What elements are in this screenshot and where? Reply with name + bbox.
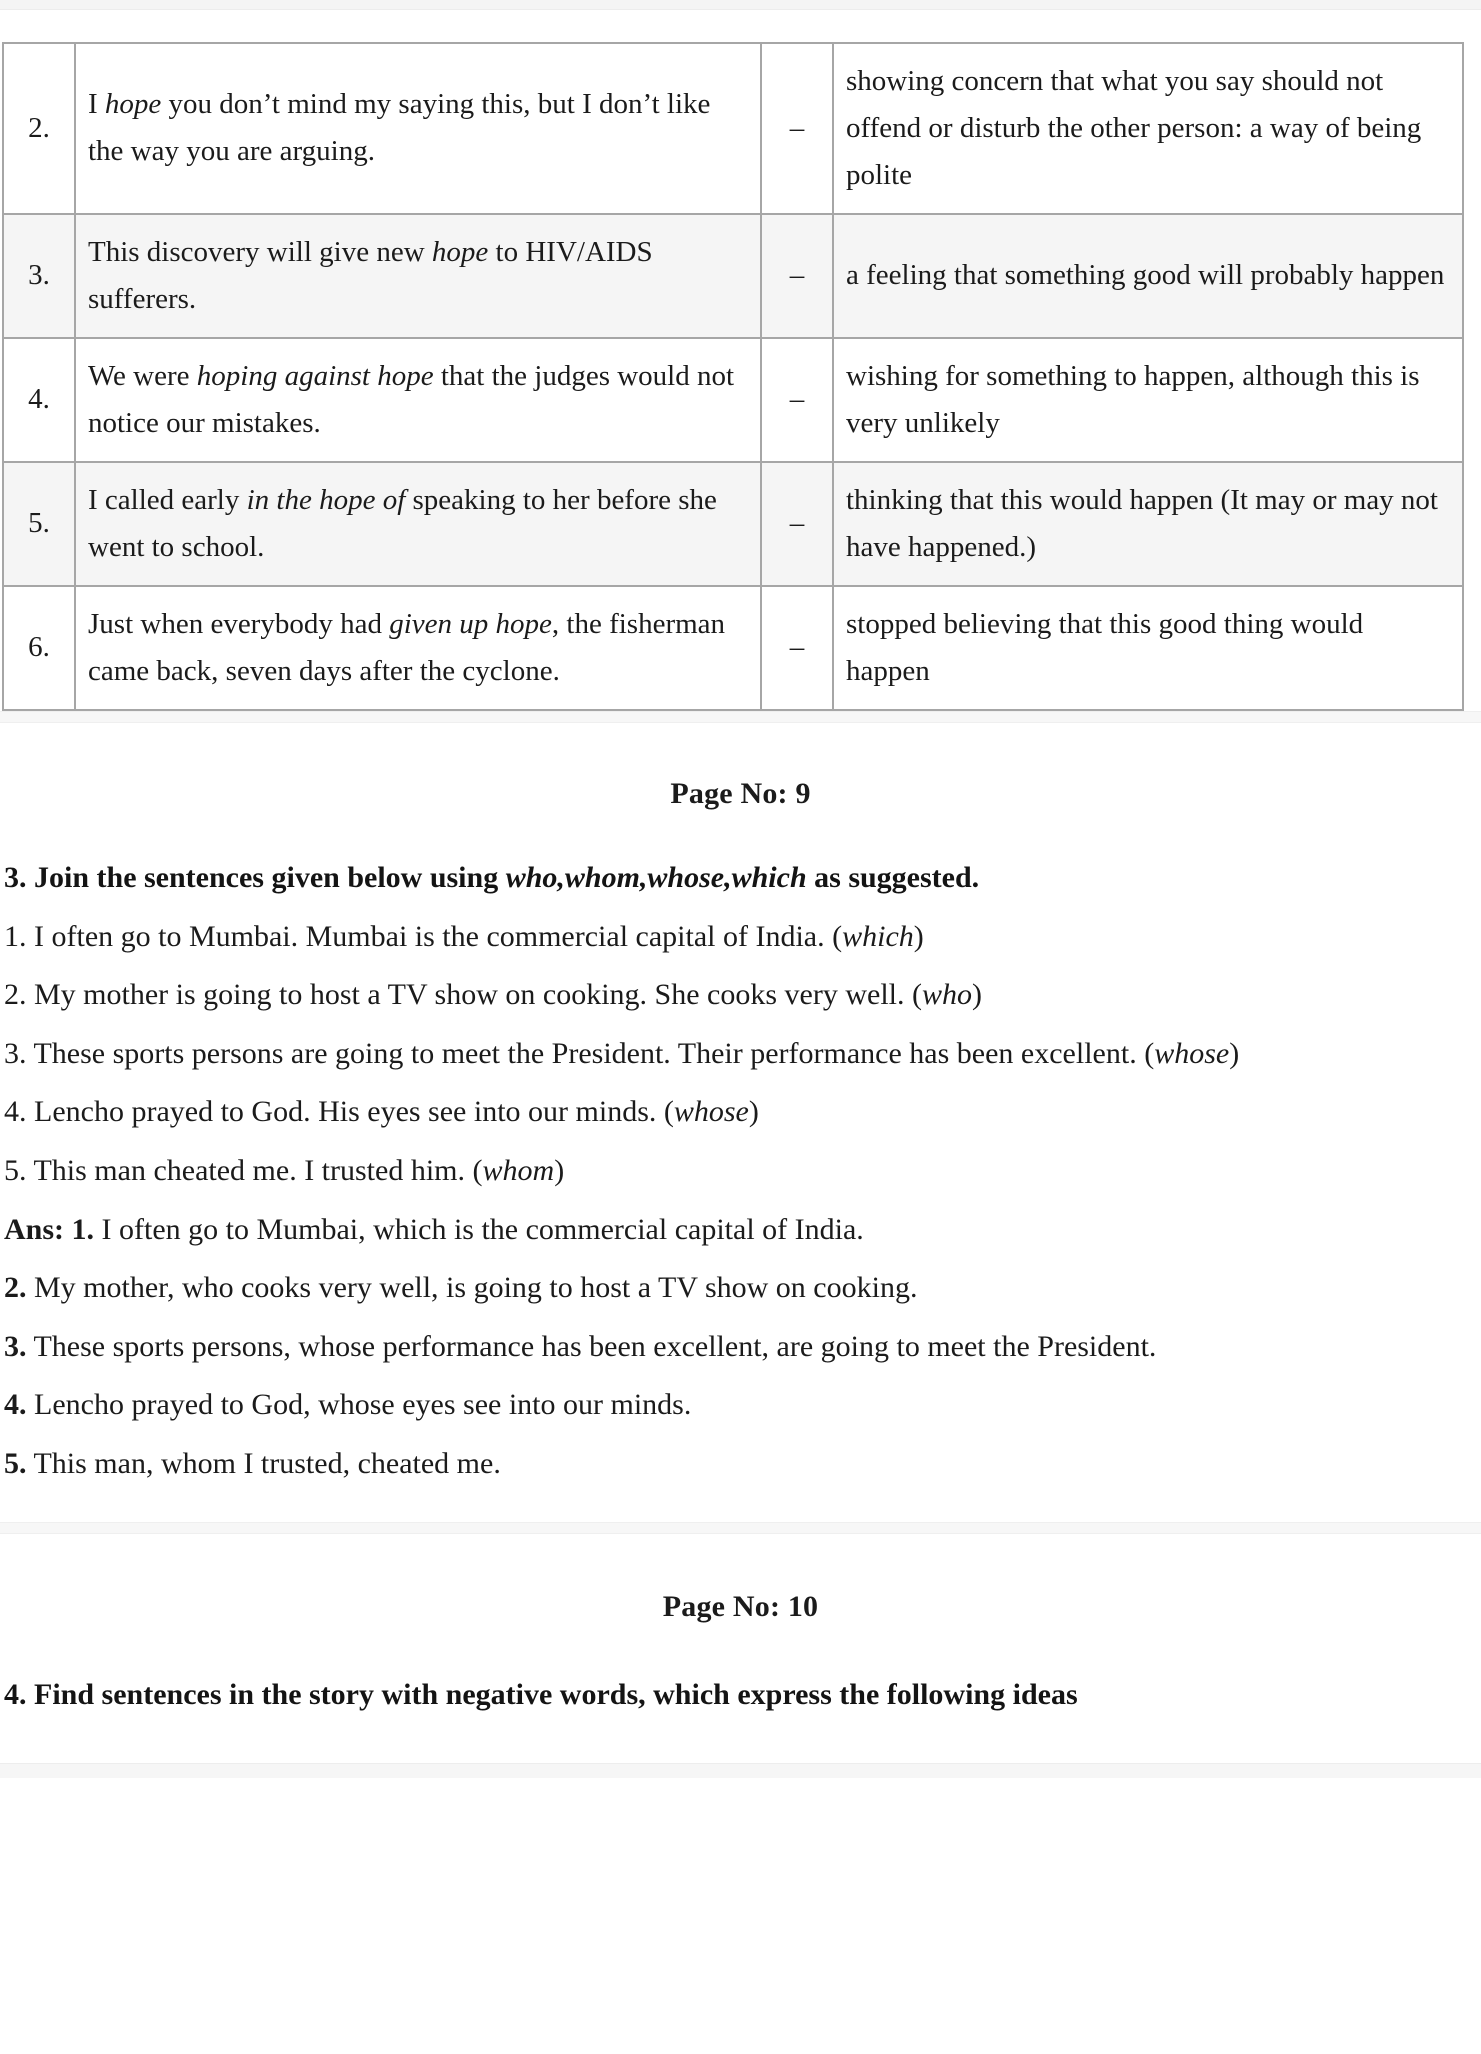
question-item-number: 4. — [4, 1095, 27, 1129]
row-sentence — [75, 462, 761, 586]
italic-phrase: hope — [104, 88, 162, 121]
bold-text: 4. Find sentences in the story with negative words, which express the following ideas — [4, 1677, 1078, 1711]
italic-phrase: whose — [1154, 1036, 1230, 1070]
question-item — [4, 1148, 1465, 1194]
row-meaning: stopped believing that this good thing would happen — [833, 586, 1463, 710]
question-item-number: 5. — [4, 1154, 27, 1188]
plain-text: These sports persons are going to meet the President. Their performance has been excellent. ( — [26, 1036, 1155, 1070]
bold-italic-text: who,whom,whose,which — [505, 860, 807, 894]
bold-text: as suggested. — [806, 860, 980, 894]
question-item-number: 3. — [4, 1036, 27, 1070]
question-3-heading — [4, 855, 1465, 900]
question-item — [4, 1089, 1465, 1135]
spacer — [0, 1500, 1481, 1522]
plain-text: ) — [554, 1154, 565, 1188]
row-dash-separator: – — [761, 586, 833, 710]
meanings-table — [2, 42, 1464, 711]
question-item-number: 1. — [4, 919, 27, 953]
bold-text: 3. Join the sentences given below using — [4, 860, 506, 894]
row-meaning: wishing for something to happen, although this is very unlikely — [833, 338, 1463, 462]
row-dash-separator: – — [761, 338, 833, 462]
plain-text: We were — [88, 359, 197, 392]
italic-phrase: who — [922, 978, 973, 1012]
table-row — [3, 462, 1463, 586]
page-no-9-block — [0, 723, 1481, 855]
row-sentence — [75, 43, 761, 214]
answer-item-number: 3. — [4, 1329, 27, 1363]
plain-text: I often go to Mumbai. Mumbai is the commercial capital of India. ( — [26, 919, 843, 953]
table-row — [3, 338, 1463, 462]
answer-item — [4, 1324, 1465, 1370]
plain-text: I — [88, 88, 105, 121]
plain-text: to HIV/AIDS sufferers. — [88, 235, 653, 315]
row-dash-separator: – — [761, 214, 833, 338]
row-number: 3. — [3, 214, 75, 338]
section-divider-page9 — [0, 711, 1481, 723]
row-meaning: thinking that this would happen (It may or may not have happened.) — [833, 462, 1463, 586]
row-sentence — [75, 214, 761, 338]
plain-text: ) — [1229, 1036, 1240, 1070]
row-dash-separator: – — [761, 43, 833, 214]
row-number: 2. — [3, 43, 75, 214]
question-4-heading — [4, 1672, 1465, 1717]
plain-text: I often go to Mumbai, which is the commercial capital of India. — [94, 1212, 864, 1246]
italic-phrase: hoping against hope — [196, 359, 434, 392]
plain-text: , the fisherman came back, seven days after the cyclone. — [88, 607, 726, 687]
question-item — [4, 1031, 1465, 1077]
table-row — [3, 214, 1463, 338]
question-item-number: 2. — [4, 978, 27, 1012]
page-number-heading-10: Page No: 10 — [662, 1589, 819, 1623]
row-sentence — [75, 338, 761, 462]
question-item — [4, 914, 1465, 960]
plain-text: Lencho prayed to God, whose eyes see into our minds. — [26, 1388, 692, 1422]
plain-text: Just when everybody had — [88, 607, 390, 640]
section-divider-page10 — [0, 1522, 1481, 1534]
answer-item — [4, 1265, 1465, 1311]
answers-label: Ans: — [4, 1212, 72, 1246]
table-row — [3, 586, 1463, 710]
plain-text: I called early — [88, 483, 247, 516]
plain-text: My mother, who cooks very well, is going to host a TV show on cooking. — [26, 1271, 918, 1305]
row-number: 6. — [3, 586, 75, 710]
plain-text: My mother is going to host a TV show on cooking. She cooks very well. ( — [26, 978, 922, 1012]
answer-item — [4, 1207, 1465, 1253]
question-3-answer-list — [4, 1207, 1465, 1487]
plain-text: ) — [913, 919, 924, 953]
plain-text: This man cheated me. I trusted him. ( — [26, 1154, 483, 1188]
question-item — [4, 972, 1465, 1018]
row-number: 5. — [3, 462, 75, 586]
plain-text: This discovery will give new — [88, 235, 432, 268]
row-meaning: a feeling that something good will probably happen — [833, 214, 1463, 338]
page-no-10-block — [0, 1534, 1481, 1672]
answer-item-number: 2. — [4, 1271, 27, 1305]
italic-phrase: whom — [482, 1154, 555, 1188]
page9-content — [0, 855, 1481, 1487]
meanings-table-wrapper — [0, 10, 1481, 711]
plain-text: that the judges would not notice our mistakes. — [88, 359, 735, 439]
plain-text: These sports persons, whose performance has been excellent, are going to meet the President. — [26, 1329, 1157, 1363]
meanings-table-body — [3, 43, 1463, 710]
top-divider — [0, 0, 1481, 10]
question-3-list — [4, 914, 1465, 1194]
answer-item-number: 4. — [4, 1388, 27, 1422]
plain-text: speaking to her before she went to school. — [88, 483, 717, 563]
italic-phrase: in the hope of — [246, 483, 406, 516]
row-sentence — [75, 586, 761, 710]
answer-item-number: 5. — [4, 1447, 27, 1480]
italic-phrase: hope — [431, 235, 489, 268]
answer-item-number: 1. — [71, 1212, 95, 1246]
plain-text: ) — [748, 1095, 759, 1129]
row-number: 4. — [3, 338, 75, 462]
answer-item — [4, 1441, 1465, 1487]
table-row — [3, 43, 1463, 214]
plain-text: ) — [972, 978, 983, 1012]
plain-text: This man, whom I trusted, cheated me. — [26, 1447, 501, 1480]
page-number-heading-9: Page No: 9 — [670, 776, 811, 810]
italic-phrase: given up hope — [389, 607, 552, 640]
row-dash-separator: – — [761, 462, 833, 586]
answer-item — [4, 1382, 1465, 1428]
italic-phrase: whose — [673, 1095, 749, 1129]
bottom-divider — [0, 1763, 1481, 1778]
italic-phrase: which — [842, 919, 914, 953]
plain-text: Lencho prayed to God. His eyes see into our minds. ( — [26, 1095, 674, 1129]
row-meaning: showing concern that what you say should not offend or disturb the other person: a way of being polite — [833, 43, 1463, 214]
plain-text: you don’t mind my saying this, but I don’t like the way you are arguing. — [88, 88, 711, 168]
page10-content — [0, 1672, 1481, 1717]
